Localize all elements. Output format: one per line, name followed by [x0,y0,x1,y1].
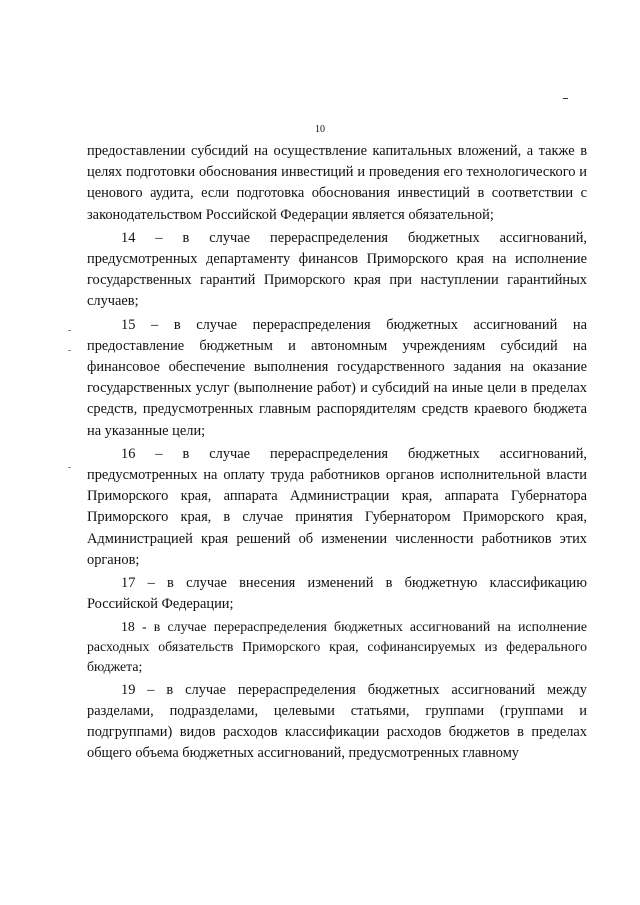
paragraph-continued: предоставлении субсидий на осуществление капитальных вложений, а также в целях подготовки обоснования инвестиций и проведения его технологического и ценового аудита, если подготовка обоснования инвестиций в соответствии с законодательством Российской Федерации является обязательной; [87,143,587,223]
corner-mark [563,98,568,99]
paragraph-item-16: 16 – в случае перераспределения бюджетных ассигнований, предусмотренных на оплату труда работников органов исполнительной власти Приморского края, аппарата Администрации края, аппарата Губернатора Приморского края, в случае принятия Губернатором Приморского края, Администрацией края решений об изменении численности работников этих органов; [87,445,587,568]
paragraph-item-18: 18 - в случае перераспределения бюджетных ассигнований на исполнение расходных обязательств Приморского края, софинансируемых из федерального бюджета; [87,619,587,675]
margin-tick [68,467,71,468]
paragraph-item-17: 17 – в случае внесения изменений в бюджетную классификацию Российской Федерации; [87,575,587,613]
paragraph-item-19: 19 – в случае перераспределения бюджетных ассигнований между разделами, подразделами, целевыми статьями, группами (группами и подгруппами) видов расходов классификации расходов бюджетов в пределах общего объема бюджетных ассигнований, предусмотренных главному [87,681,587,762]
document-body [87,141,587,767]
paragraph-item-14: 14 – в случае перераспределения бюджетных ассигнований, предусмотренных департаменту финансов Приморского края на исполнение государственных гарантий Приморского края при наступлении гарантийных случаев; [87,229,587,310]
paragraph-item-15: 15 – в случае перераспределения бюджетных ассигнований на предоставление бюджетным и автономным учреждениям субсидий на финансовое обеспечение выполнения государственного задания на оказание государственных услуг (выполнение работ) и субсидий на иные цели в пределах средств, предусмотренных главным распорядителям средств краевого бюджета на указанные цели; [87,316,587,439]
margin-tick [68,350,71,351]
margin-tick [68,330,71,331]
page-number: 10 [315,124,325,135]
